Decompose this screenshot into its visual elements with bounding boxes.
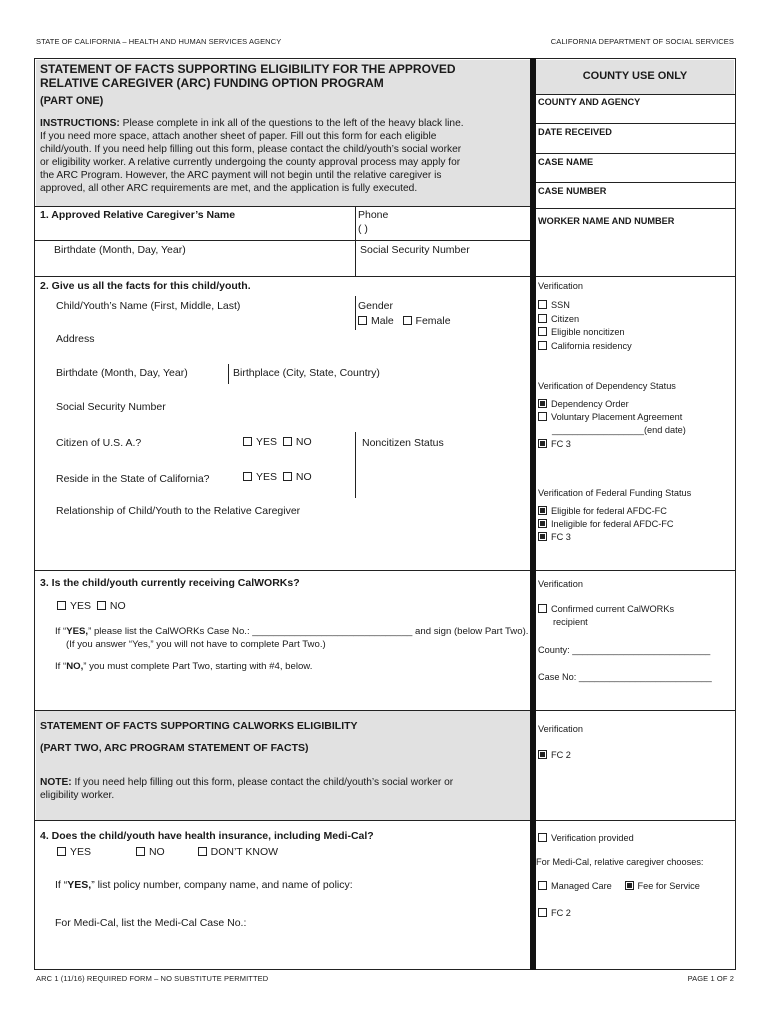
agency-header: STATE OF CALIFORNIA – HEALTH AND HUMAN SERVICES AGENCY <box>36 37 282 46</box>
citizen-label: Citizen of U.S. A.? <box>56 437 142 449</box>
calworks-yes-checkbox[interactable] <box>57 601 66 610</box>
county-agency-label: COUNTY AND AGENCY <box>538 97 641 107</box>
section-4-heading: 4. Does the child/youth have health insurance, including Medi-Cal? <box>40 830 374 842</box>
fc3-federal-checkbox[interactable] <box>538 532 547 541</box>
part-two-subtitle: (PART TWO, ARC PROGRAM STATEMENT OF FACTS) <box>40 742 309 754</box>
medical-case-label: For Medi-Cal, list the Medi-Cal Case No.: <box>55 917 247 929</box>
male-checkbox[interactable] <box>358 316 367 325</box>
medical-choice-options: Managed Care Fee for Service <box>538 880 700 892</box>
part-two-verification-title: Verification <box>538 724 583 734</box>
noncitizen-status-label: Noncitizen Status <box>362 437 444 449</box>
form-title: STATEMENT OF FACTS SUPPORTING ELIGIBILITY FOR THE APPROVED RELATIVE CAREGIVER (ARC) FUNDING OPTION PROGRAM <box>40 62 456 90</box>
child-ssn-label: Social Security Number <box>56 401 166 413</box>
insurance-options: YES NO DON’T KNOW <box>57 846 278 859</box>
noncitizen-checkbox[interactable] <box>538 327 547 336</box>
part-two-note: NOTE: If you need help filling out this form, please contact the child/youth’s social worker or eligibility worker. <box>40 777 454 801</box>
instructions: INSTRUCTIONS: Please complete in ink all of the questions to the left of the heavy black line. If you need more space, attach another sheet of paper. Fill out this form for each eligible child/youth. If you need help filling out this form, please contact the child/youth’s social worker or eligibility worker. A relative currently undergoing the county approval process may apply for the ARC Program. However, the ARC payment will not begin until the relative caregiver is approved, all other ARC requirements are met, and the application is fully executed. <box>40 118 464 194</box>
ssn-checkbox[interactable] <box>538 300 547 309</box>
calworks-no-checkbox[interactable] <box>97 601 106 610</box>
citizen-checkbox[interactable] <box>538 314 547 323</box>
reside-options: YES NO <box>243 471 312 484</box>
worker-label: WORKER NAME AND NUMBER <box>538 216 675 226</box>
insurance-dont-know-checkbox[interactable] <box>198 847 207 856</box>
reside-label: Reside in the State of California? <box>56 473 210 485</box>
relationship-label: Relationship of Child/Youth to the Relative Caregiver <box>56 505 301 517</box>
male-label: Male <box>371 315 394 327</box>
child-name-label: Child/Youth’s Name (First, Middle, Last) <box>56 300 241 312</box>
page-number: PAGE 1 OF 2 <box>687 974 734 983</box>
calworks-options: YES NO <box>57 600 126 613</box>
dependency-list: Dependency Order Voluntary Placement Agreement __________________(end date) <box>538 398 686 437</box>
ineligible-afdc-checkbox[interactable] <box>538 519 547 528</box>
female-label: Female <box>415 315 451 327</box>
female-checkbox[interactable] <box>403 316 412 325</box>
verification-provided-checkbox[interactable] <box>538 833 547 842</box>
gender-label: Gender <box>358 300 394 312</box>
calworks-verification-title: Verification <box>538 579 583 589</box>
insurance-fc2: FC 2 <box>538 907 571 919</box>
calworks-county-field[interactable]: County: ___________________________ <box>538 645 711 655</box>
fc3-option: FC 3 <box>538 438 571 450</box>
county-use-title: COUNTY USE ONLY <box>582 70 688 82</box>
date-received-label: DATE RECEIVED <box>538 127 612 137</box>
section-1-heading: 1. Approved Relative Caregiver’s Name <box>40 209 236 221</box>
section-3-heading: 3. Is the child/youth currently receiving CalWORKs? <box>40 577 300 589</box>
calworks-note: (If you answer “Yes,” you will not have to complete Part Two.) <box>66 639 326 650</box>
dependency-title: Verification of Dependency Status <box>538 381 676 391</box>
caregiver-ssn-label: Social Security Number <box>360 244 470 256</box>
birthplace-label: Birthplace (City, State, Country) <box>233 367 380 379</box>
part-one-label: (PART ONE) <box>40 95 104 107</box>
calworks-if-no: If “NO,” you must complete Part Two, starting with #4, below. <box>55 661 313 672</box>
child-birthdate-label: Birthdate (Month, Day, Year) <box>56 367 188 379</box>
fee-for-service-checkbox[interactable] <box>625 881 634 890</box>
dependency-order-checkbox[interactable] <box>538 399 547 408</box>
calworks-case-field[interactable]: Case No: __________________________ <box>538 672 712 682</box>
gender-options <box>358 315 451 328</box>
insurance-yes-checkbox[interactable] <box>57 847 66 856</box>
verification-title: Verification <box>538 281 583 291</box>
insurance-fc2-checkbox[interactable] <box>538 908 547 917</box>
phone-area-code[interactable]: ( ) <box>358 223 368 235</box>
citizen-options: YES NO <box>243 436 312 449</box>
insurance-no-checkbox[interactable] <box>136 847 145 856</box>
residency-checkbox[interactable] <box>538 341 547 350</box>
calworks-if-yes: If “YES,” please list the CalWORKs Case No.: ______________________________ and sign (below Part Two). <box>55 626 529 637</box>
form-code: ARC 1 (11/16) REQUIRED FORM – NO SUBSTITUTE PERMITTED <box>36 974 269 983</box>
section-2-heading: 2. Give us all the facts for this child/youth. <box>40 280 251 292</box>
part-two-title: STATEMENT OF FACTS SUPPORTING CALWORKS ELIGIBILITY <box>40 720 358 732</box>
heavy-black-line <box>530 58 536 970</box>
phone-label: Phone <box>358 209 389 221</box>
eligible-afdc-checkbox[interactable] <box>538 506 547 515</box>
insurance-verification: Verification provided <box>538 832 634 844</box>
reside-no-checkbox[interactable] <box>283 472 292 481</box>
federal-funding-title: Verification of Federal Funding Status <box>538 488 692 498</box>
managed-care-checkbox[interactable] <box>538 881 547 890</box>
medical-choice-label: For Medi-Cal, relative caregiver chooses: <box>536 857 704 867</box>
department-header: CALIFORNIA DEPARTMENT OF SOCIAL SERVICES <box>550 37 734 46</box>
address-label: Address <box>56 333 95 345</box>
fc2-checkbox[interactable] <box>538 750 547 759</box>
case-name-label: CASE NAME <box>538 157 594 167</box>
calworks-confirmed: Confirmed current CalWORKs recipient <box>538 603 674 629</box>
verification-list: SSN Citizen Eligible noncitizen California residency <box>538 299 632 353</box>
federal-funding-list: Eligible for federal AFDC-FC Ineligible for federal AFDC-FC FC 3 <box>538 505 674 544</box>
calworks-confirmed-checkbox[interactable] <box>538 604 547 613</box>
caregiver-birthdate-label: Birthdate (Month, Day, Year) <box>54 244 186 256</box>
citizen-no-checkbox[interactable] <box>283 437 292 446</box>
fc3-checkbox[interactable] <box>538 439 547 448</box>
citizen-yes-checkbox[interactable] <box>243 437 252 446</box>
case-number-label: CASE NUMBER <box>538 186 607 196</box>
reside-yes-checkbox[interactable] <box>243 472 252 481</box>
insurance-if-yes: If “YES,” list policy number, company name, and name of policy: <box>55 879 353 891</box>
part-two-fc2: FC 2 <box>538 749 571 761</box>
voluntary-placement-checkbox[interactable] <box>538 412 547 421</box>
